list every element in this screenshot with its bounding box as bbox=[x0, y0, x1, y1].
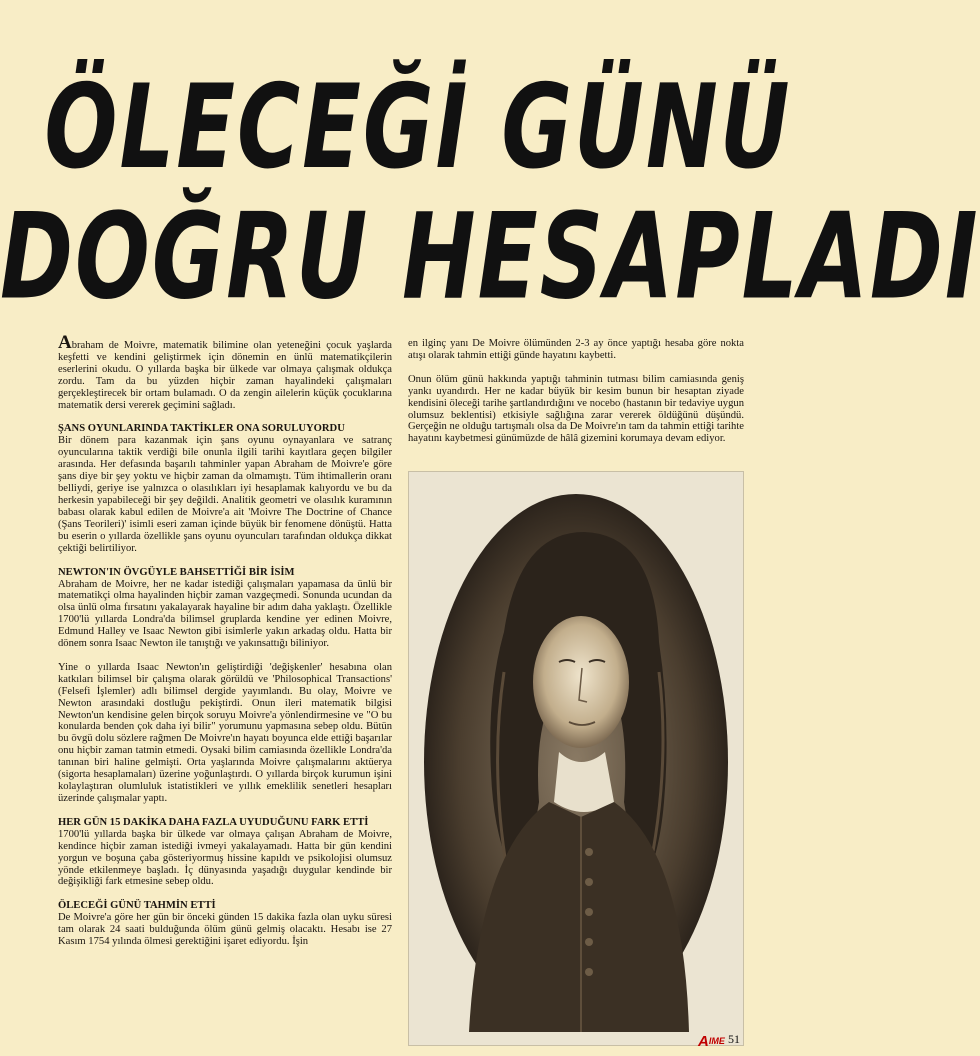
logo-text: IME bbox=[708, 1036, 725, 1046]
page-number: 51 bbox=[728, 1032, 740, 1046]
portrait-image bbox=[408, 471, 744, 1046]
left-column bbox=[58, 332, 392, 960]
section-body-newton: Abraham de Moivre, her ne kadar istediği çalışmaları yapamasa da ünlü bir matematikçi olma hayalinden hiçbir zaman vazgeçmedi. Sonunda ucundan da olsa ünlü olma fırsatını yakalayarak hayaline bir adım daha yaklaştı. Özellikle 1700'lü yıllarda Londra'da bilimsel gruplarda kendine yer edinen Moivre, Edmund Halley ve Isaac Newton gibi isimlerle yakın arkadaş oldu. Hatta bir dönem sonra Isaac Newton ile tanıştığı ve yakınsattığı biliniyor. bbox=[58, 578, 392, 650]
section-body-death-date: De Moivre'a göre her gün bir önceki günden 15 dakika fazla olan uyku süresi tam olarak 24 saati bulduğunda ölüm günü gelmiş olacaktı. Hesabı ise 27 Kasım 1754 yılında ölmesi gerektiğini işaret ediyordu. İşin bbox=[58, 912, 392, 948]
article-title-line2: DOĞRU HESAPLADI bbox=[0, 186, 980, 327]
right-paragraph-2: Onun ölüm günü hakkında yaptığı tahminin tutması bilim camiasında geniş yankı uyandırdı. Her ne kadar büyük bir kesim bunun bir hesaptan ziyade kendisini öleceği tarihe şartlandırdığını ve nocebo (hastanın bir tedaviye uygun olumsuz beklentisi) etkisiyle sağlığına zarar vererek öldüğünü düşündü. Gerçeğin ne olduğu tartışmalı olsa da De Moivre'ın tam da tahmin ettiği tarihte hayatını kaybetmesi günümüzde de hâlâ gizemini korumaya devam ediyor. bbox=[408, 373, 744, 445]
section-body-newton-2: Yine o yıllarda Isaac Newton'ın geliştirdiği 'değişkenler' hesabına olan katkıları bilimsel bir çalışma olarak görüldü ve 'Philosophical Transactions' (Felsefi İşlemler) adlı bilimsel dergide yayımlandı. Bu olay, Moivre ve Newton arasındaki dostluğu pekiştirdi. Onun ileri matematik bilgisi Newton'un kendisine gelen birçok soruyu Moivre'a yönlendirmesine ve "O bu konularda benden çok daha iyi bilir" yorumunu yapmasına sebep oldu. Bütün bu övgü dolu sözlere rağmen De Moivre'ın hayatı boyunca elde ettiği başarılar onu hiçbir zaman tatmin etmedi. Oysaki bilim camiasında özellikle Londra'da tanınan biri haline gelmişti. Orta yaşlarında Moivre çalışmalarını aktüerya (sigorta hesaplamaları) üzerine yoğunlaştırdı. O yıllarda birçok kurumun işini kolaylaştıran olumluluk istatistikleri ve yıllık emeklilik senetleri hesapları üzerinde çalışmalar yaptı. bbox=[58, 661, 392, 804]
article-title-line1: ÖLECEĞİ GÜNÜ bbox=[44, 60, 792, 196]
right-column bbox=[408, 338, 744, 457]
logo-initial: A bbox=[698, 1033, 709, 1050]
section-body-sleep: 1700'lü yıllarda başka bir ülkede var olmaya çalışan Abraham de Moivre, kendince hiçbir zaman istediği ivmeyi yakalayamadı. Hatta bir gün kendini yorgun ve boşuna çaba gösteriyormuş hissine kapıldı ve psikolojisi olumsuz yönde etkilenmeye başladı. İç dünyasında yaşadığı duygular kendinde bir değişikliği fark etmesine sebep oldu. bbox=[58, 828, 392, 888]
intro-text: braham de Moivre, matematik bilimine olan yeteneğini çocuk yaşlarda keşfetti ve kendini geliştirmek için dönemin en ünlü matematikçilerin eserlerini okudu. O yıllarda başka bir ülkede var olmaya çalışmak oldukça zordu. Tam da bu yüzden hiçbir zaman hayalindeki çalışmaları gerçekleştirecek bir ortam bulamadı. O da zengin ailelerin küçük çocuklarına matematik dersi vererek geçimini sağladı. bbox=[58, 340, 392, 411]
intro-paragraph bbox=[58, 332, 392, 411]
section-heading-death-date: ÖLECEĞİ GÜNÜ TAHMİN ETTİ bbox=[58, 900, 216, 912]
portrait-engraving-icon bbox=[409, 472, 743, 1045]
magazine-logo bbox=[698, 1033, 725, 1050]
section-body-chance-games: Bir dönem para kazanmak için şans oyunu oynayanlara ve satranç oyuncularına taktik verdiği bile onunla ilgili tarihi kayıtlara geçen bilgiler arasında. Her defasında başarılı tahminler yapan Abraham de Moivre'e göre şans diye bir şey yoktu ve hiçbir zaman da olmamıştı. Tüm ihtimallerin oranı belliydi, geriye ise yalnızca o olasılıkları iyi hesaplamak kalıyordu ve bu da herkesin yapabileceği bir şey değildi. Analitik geometri ve olasılık kuramının babası olarak kabul edilen de Moivre'a ait 'Moivre The Doctrine of Chance (Şans Teorileri)' isimli eseri zaman içinde büyük bir fenomene dönüştü. Hatta bu eserin o yıllarda özellikle şans oyunu oyuncuları tarafından oldukça dikkat çektiği belirtiliyor. bbox=[58, 435, 392, 554]
right-paragraph-1: en ilginç yanı De Moivre ölümünden 2-3 ay önce yaptığı hesaba göre nokta atışı olarak tahmin ettiği günde hayatını kaybetti. bbox=[408, 338, 744, 361]
section-heading-chance-games: ŞANS OYUNLARINDA TAKTİKLER ONA SORULUYORDU bbox=[58, 423, 345, 435]
section-heading-newton: NEWTON'IN ÖVGÜYLE BAHSETTİĞİ BİR İSİM bbox=[58, 566, 295, 578]
drop-cap: A bbox=[58, 332, 72, 353]
section-heading-sleep: HER GÜN 15 DAKİKA DAHA FAZLA UYUDUĞUNU FARK ETTİ bbox=[58, 816, 369, 828]
page-footer bbox=[698, 1030, 768, 1050]
